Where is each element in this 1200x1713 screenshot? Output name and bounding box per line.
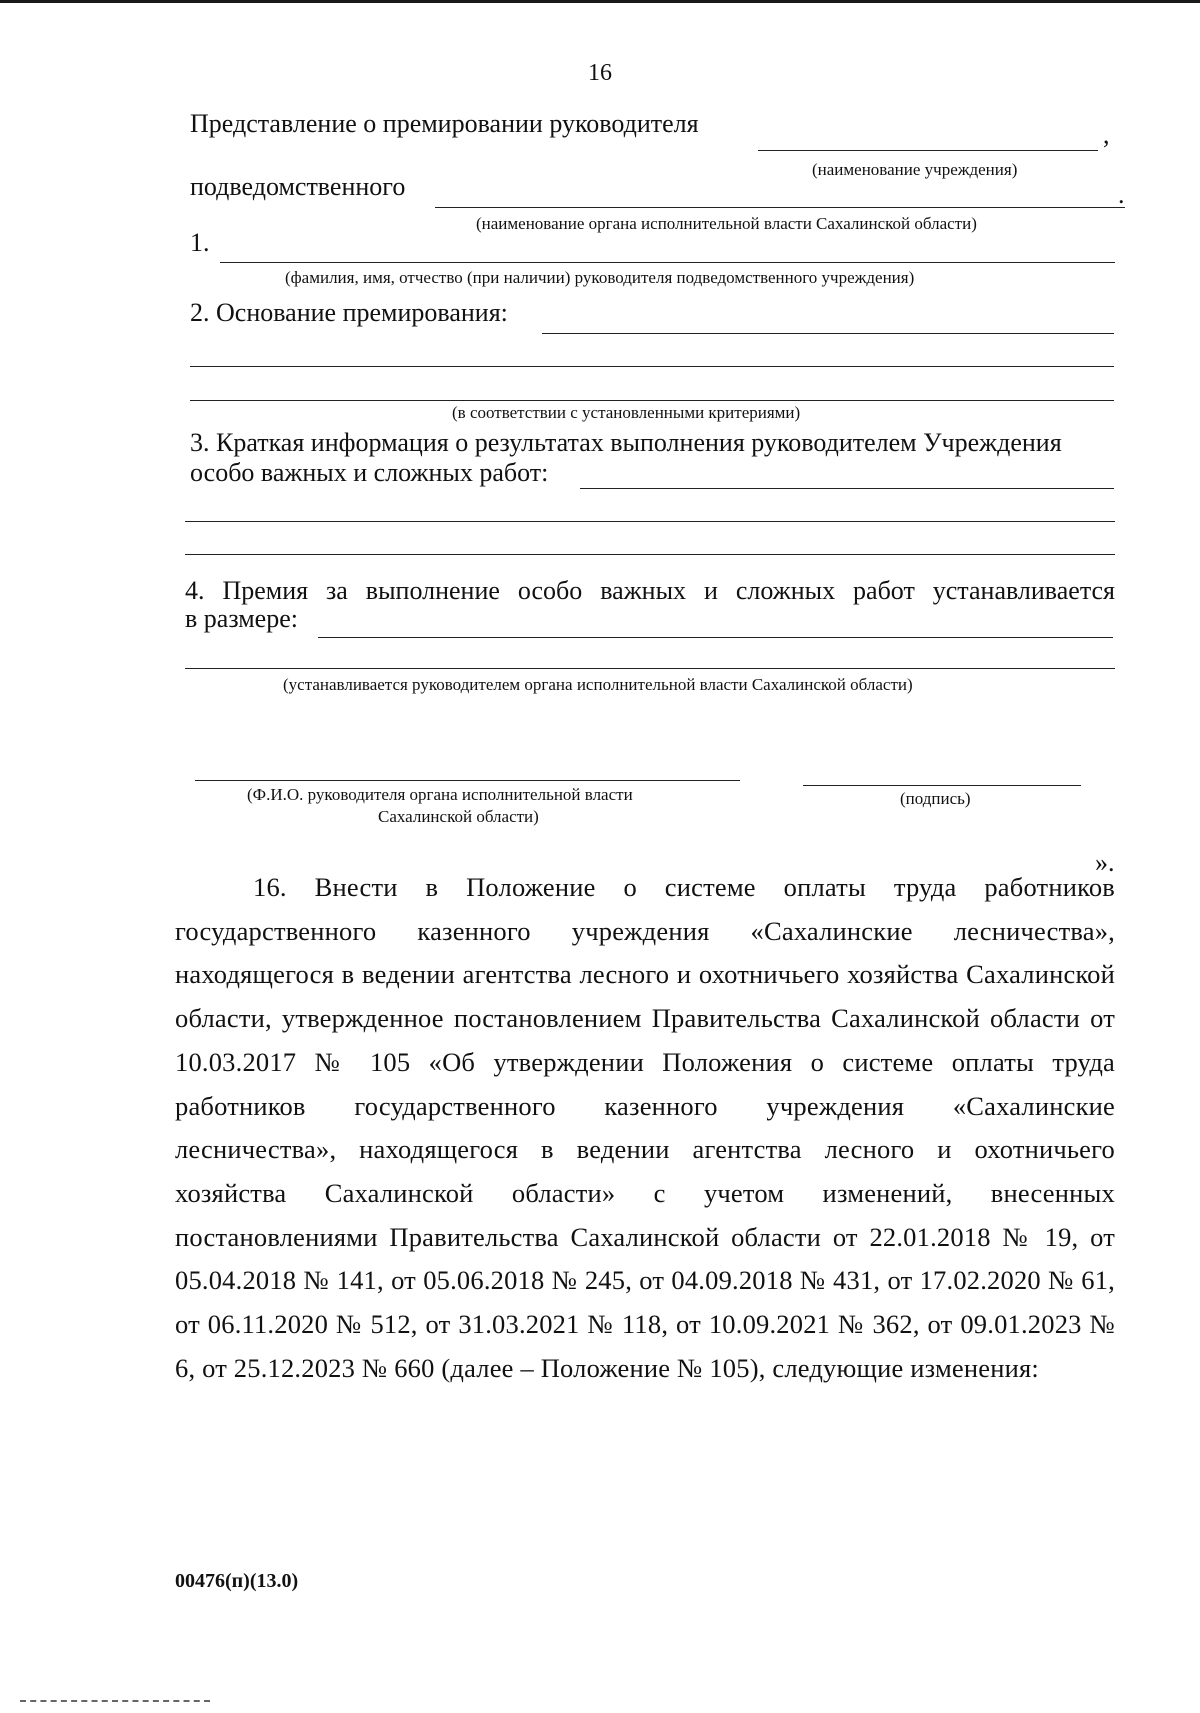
page-number: 16 (588, 60, 612, 86)
authority-caption: (наименование органа исполнительной власти Сахалинской области) (476, 214, 977, 233)
paragraph-16-text: 16. Внести в Положение о системе оплаты труда работников государственного казенного учреждения «Сахалинские лесничества», находящегося в ведении агентства лесного и охотничьего хозяйства Сахалинской области, утвержденное постановлением Правительства Сахалинской области от 10.03.2017 № 105 «Об утверждении Положения о системе оплаты труда работников государственного казенного учреждения «Сахалинские лесничества», находящегося в ведении агентства лесного и охотничьего хозяйства Сахалинской области» с учетом изменений, внесенных постановлениями Правительства Сахалинской области от 22.01.2018 № 19, от 05.04.2018 № 141, от 05.06.2018 № 245, от 04.09.2018 № 431, от 17.02.2020 № 61, от 06.11.2020 № 512, от 31.03.2021 № 118, от 10.09.2021 № 362, от 09.01.2023 № 6, от 25.12.2023 № 660 (далее – Положение № 105), следующие изменения: (175, 872, 1115, 1383)
institution-caption: (наименование учреждения) (812, 160, 1018, 179)
document-footer-code: 00476(п)(13.0) (175, 1570, 299, 1592)
subordinate-label: подведомственного (190, 172, 406, 201)
closing-quote: ». (1095, 848, 1115, 877)
item3-line1: 3. Краткая информация о результатах выполнения руководителем Учреждения (190, 428, 1062, 457)
institution-blank-line (758, 150, 1098, 151)
item2-blank-line-3 (190, 400, 1114, 401)
subordinate-period: . (1118, 180, 1125, 209)
item2-blank-line-2 (190, 366, 1114, 367)
item3-blank-line-1 (580, 488, 1114, 489)
scan-bottom-marks (20, 1700, 210, 1702)
item4-caption: (устанавливается руководителем органа исполнительной власти Сахалинской области) (283, 675, 913, 694)
item2-label: 2. Основание премирования: (190, 298, 508, 327)
item1-label: 1. (190, 228, 210, 257)
item4-blank-line-2 (185, 668, 1115, 669)
item1-blank-line (220, 262, 1115, 263)
signature-line (803, 785, 1081, 786)
item2-caption: (в соответствии с установленными критериями) (452, 403, 801, 422)
item3-line2: особо важных и сложных работ: (190, 458, 549, 487)
authority-blank-line (435, 207, 1125, 208)
item4-line2: в размере: (185, 604, 298, 633)
title-comma: , (1103, 120, 1110, 149)
form-title: Представление о премировании руководителя (190, 109, 699, 138)
item3-blank-line-2 (185, 521, 1115, 522)
signature-name-caption-1: (Ф.И.О. руководителя органа исполнительной власти (247, 785, 633, 804)
item1-caption: (фамилия, имя, отчество (при наличии) руководителя подведомственного учреждения) (285, 268, 915, 287)
signature-name-caption-2: Сахалинской области) (378, 807, 539, 826)
scan-top-edge (0, 0, 1200, 3)
item4-blank-line-1 (318, 637, 1113, 638)
signature-caption: (подпись) (900, 789, 971, 808)
item2-blank-line-1 (542, 333, 1114, 334)
paragraph-16 (175, 866, 1115, 1390)
item3-blank-line-3 (185, 554, 1115, 555)
item4-line1: 4. Премия за выполнение особо важных и сложных работ устанавливается (185, 576, 1115, 605)
signature-name-line (195, 780, 740, 781)
